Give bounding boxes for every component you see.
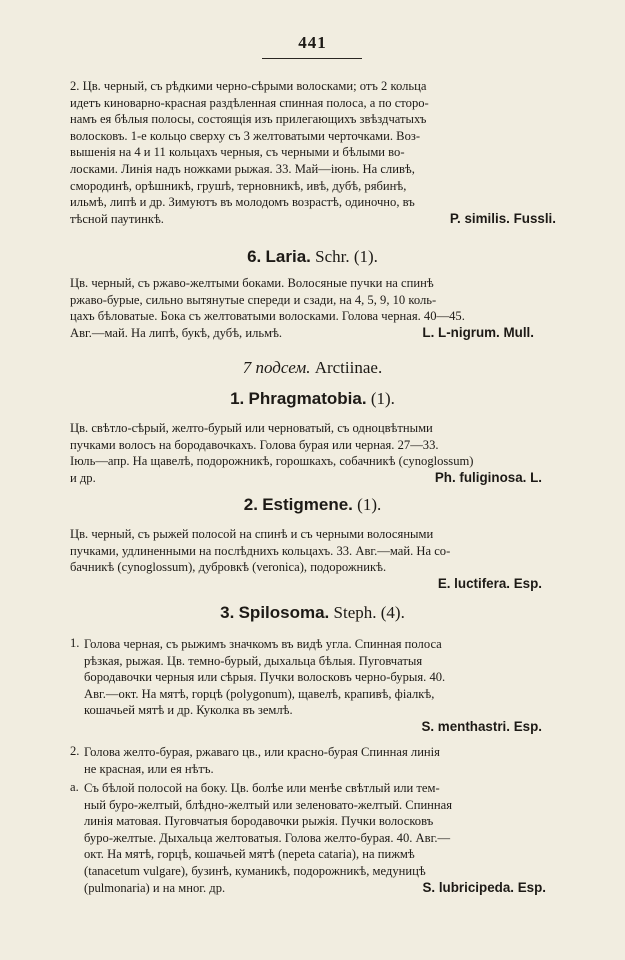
species-name: L. L-nigrum. Mull. <box>422 324 534 340</box>
item-marker: а. <box>70 780 79 794</box>
text-line: Іюль—апр. На щавелѣ, подорожникѣ, горошкахъ, собачникѣ (cynoglossum) <box>70 454 474 469</box>
text-line: линія матовая. Пуговчатыя бородавочки рыжія. Пучки волосковъ <box>84 814 434 829</box>
text-line: Цв. свѣтло-сѣрый, желто-бурый или черноватый, съ одноцвѣтными <box>70 421 433 435</box>
text-line: Авг.—май. На липѣ, букѣ, дубѣ, ильмѣ. <box>70 325 283 340</box>
text-line: (tanacetum vulgare), бузинѣ, куманикѣ, подорожникѣ, медуницѣ <box>84 863 426 878</box>
text-line: кошачьей мятѣ и др. Куколка въ землѣ. <box>84 703 293 718</box>
text-line: (pulmonaria) и на мног. др. <box>84 880 226 895</box>
text-line: бачникѣ (cynoglossum), дубровкѣ (veronica), подорожникѣ. <box>70 560 387 575</box>
subfamily-heading: 7 подсем. Arctiinae. <box>242 358 383 377</box>
text-line: Съ бѣлой полосой на боку. Цв. болѣе или менѣе свѣтлый или тем- <box>84 781 440 795</box>
species-name: S. lubricipeda. Esp. <box>422 879 546 895</box>
text-line: Голова желто-бурая, ржаваго цв., или красно-бурая Спинная линія <box>84 745 440 759</box>
paragraph-fuliginosa <box>70 420 556 487</box>
text-line: намъ ея бѣлыя полосы, состоящія изъ прилегающихъ звѣздчатыхъ <box>70 112 427 127</box>
paragraph-similis <box>70 78 556 228</box>
genus-heading-laria: 6. Laria. Schr. (1). <box>247 247 378 266</box>
text-line: Голова черная, съ рыжимъ значкомъ въ видѣ угла. Спинная полоса <box>84 637 442 651</box>
text-line: пучками, удлиненными на послѣднихъ кольцахъ. 33. Авг.—май. На со- <box>70 543 451 558</box>
text-line: не красная, или ея нѣтъ. <box>84 761 214 776</box>
text-line: бородавочки черныя или сѣрыя. Пучки волосковъ черно-бурыя. 40. <box>84 670 446 685</box>
species-name: E. luctifera. Esp. <box>437 575 542 591</box>
paragraph-l-nigrum <box>70 275 556 342</box>
paragraph-menthastri <box>84 636 556 736</box>
text-line: вышенія на 4 и 11 кольцахъ черныя, съ черными и бѣлыми во- <box>70 145 405 160</box>
text-line: окт. На мятѣ, горцѣ, кошачьей мятѣ (nepeta cataria), на пижмѣ <box>84 847 415 862</box>
text-line: тѣсной паутинкѣ. <box>70 211 164 226</box>
text-line: и др. <box>70 470 96 485</box>
text-line: ильмѣ, липѣ и др. Зимуютъ въ молодомъ возрастѣ, одиночно, въ <box>70 195 415 210</box>
paragraph-lubricipeda <box>84 780 556 897</box>
genus-heading-estigmene: 2. Estigmene. (1). <box>243 495 382 514</box>
species-name: Ph. fuliginosa. L. <box>434 469 542 485</box>
page-number-rule <box>262 58 362 59</box>
text-line: Цв. черный, съ ржаво-желтыми боками. Волосяные пучки на спинѣ <box>70 276 434 290</box>
paragraph-key-2 <box>84 744 556 777</box>
text-line: пучками волосъ на бородавочкахъ. Голова бурая или черная. 27—33. <box>70 437 439 452</box>
text-line: смородинѣ, орѣшникѣ, грушѣ, терновникѣ, ивѣ, дубѣ, рябинѣ, <box>70 178 407 193</box>
text-line: Цв. черный, съ рыжей полосой на спинѣ и съ черными волосяными <box>70 527 434 541</box>
species-name: P. similis. Fussli. <box>449 210 556 226</box>
text-line: Авг.—окт. На мятѣ, горцѣ (polygonum), щавелѣ, крапивѣ, фіалкѣ, <box>84 686 435 701</box>
paragraph-luctifera <box>70 526 556 592</box>
text-line: цахъ бѣловатые. Бока съ желтоватыми волосками. Голова черная. 40—45. <box>70 309 465 324</box>
genus-heading-spilosoma: 3. Spilosoma. Steph. (4). <box>220 603 405 622</box>
text-line: идетъ киноварно-красная раздѣленная спинная полоса, а по сторо- <box>70 95 429 110</box>
text-line: 2. Цв. черный, съ рѣдкими черно-сѣрыми волосками; отъ 2 кольца <box>70 79 427 93</box>
page-number: 441 <box>298 33 327 52</box>
item-marker: 1. <box>70 636 80 650</box>
item-marker: 2. <box>70 744 80 758</box>
text-line: ный буро-желтый, блѣдно-желтый или зеленовато-желтый. Спинная <box>84 797 453 812</box>
species-name: S. menthastri. Esp. <box>421 718 542 734</box>
text-line: лосками. Линія надъ ножками рыжая. 33. Май—іюнь. На сливѣ, <box>70 161 415 176</box>
text-line: рѣзкая, рыжая. Цв. темно-бурый, дыхальца бѣлыя. Пуговчатыя <box>84 653 423 668</box>
text-line: буро-желтые. Дыхальца желтоватыя. Голова желто-бурая. 40. Авг.— <box>84 830 451 845</box>
genus-heading-phragmatobia: 1. Phragmatobia. (1). <box>230 389 395 408</box>
text-line: волосковъ. 1-е кольцо сверху съ 3 желтоватыми черточками. Воз- <box>70 128 421 143</box>
text-line: ржаво-бурые, сильно вытянутые спереди и сзади, на 4, 5, 9, 10 коль- <box>70 292 437 307</box>
